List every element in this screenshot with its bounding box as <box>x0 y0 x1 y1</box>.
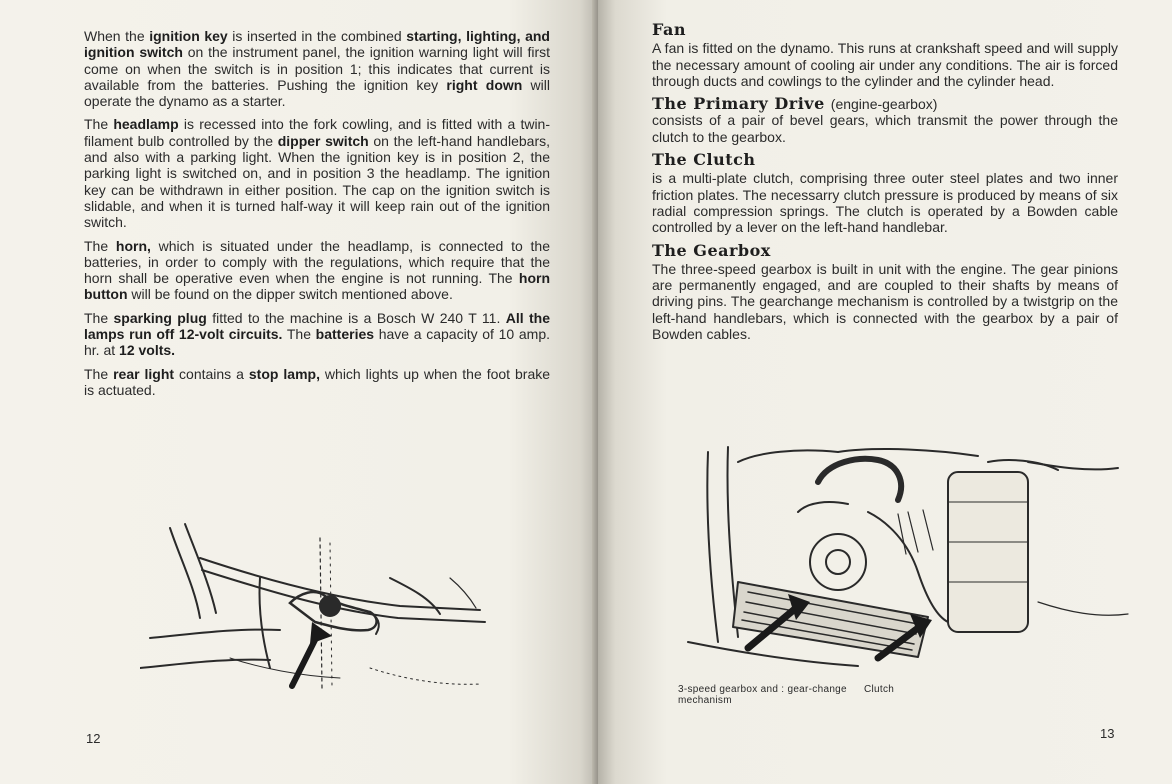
ignition-paragraph: When the ignition key is inserted in the combined starting, lighting, and ignition switch on the instrument panel, the ignition warning light will first come on when the switch is in position 1; this indicates that current is available from the batteries. Pushing the ignition key right down will operate the dynamo as a starter. <box>84 28 550 110</box>
sparking-plug-paragraph: The sparking plug fitted to the machine is a Bosch W 240 T 11. All the lamps run off 12-volt circuits. The batteries have a capacity of 10 amp. hr. at 12 volts. <box>84 309 550 359</box>
right-page-text <box>652 22 1118 349</box>
fan-heading: Fan <box>652 20 686 39</box>
primary-drive-heading-row <box>652 96 1118 112</box>
primary-drive-paragraph: consists of a pair of bevel gears, which transmit the power through the clutch to the gearbox. <box>652 112 1118 145</box>
primary-drive-subheading: (engine-gearbox) <box>830 96 938 113</box>
figure-caption-clutch: Clutch <box>864 684 895 695</box>
horn-paragraph: The horn, which is situated under the headlamp, is connected to the batteries, in order to comply with the regulations, which require that the horn shall be operative even when the engine is not running. The horn button will be found on the dipper switch mentioned above. <box>84 237 550 303</box>
arrow-icon <box>292 622 332 686</box>
rear-light-paragraph: The rear light contains a stop lamp, which lights up when the foot brake is actuated. <box>84 365 551 398</box>
clutch-paragraph: is a multi-plate clutch, comprising three outer steel plates and two inner friction plates. The necessarry clutch pressure is produced by means of six radial compression springs. The clutch is operated by a Bowden cable controlled by a lever on the left-hand handlebar. <box>652 170 1118 236</box>
fan-paragraph: A fan is fitted on the dynamo. This runs at crankshaft speed and will supply the necessary amount of cooling air under any conditions. The air is forced through ducts and cowlings to the cylinder and the cylinder head. <box>652 40 1118 89</box>
figure-caption-gearbox: 3-speed gearbox and : gear-change mechanism <box>678 684 847 706</box>
page-number-right: 13 <box>1100 726 1115 741</box>
clutch-heading: The Clutch <box>652 150 756 170</box>
primary-drive-heading: The Primary Drive <box>652 94 825 114</box>
gearbox-heading: The Gearbox <box>652 240 771 260</box>
left-page-text <box>84 28 550 405</box>
headlamp-paragraph: The headlamp is recessed into the fork cowling, and is fitted with a twin-filament bulb controlled by the dipper switch on the left-hand handlebars, and also with a parking light. When the ignition key is in position 2, the parking light is switched on, and in position 3 the headlamp. The ignition key can be withdrawn in either position. The cap on the ignition switch is slidable, and when it is turned half-way it will keep rain out of the ignition switch. <box>84 116 550 231</box>
gearbox-illustration <box>678 442 1138 672</box>
page-number-left: 12 <box>86 731 101 746</box>
gearbox-paragraph: The three-speed gearbox is built in unit with the engine. The gear pinions are permanently engaged, and are coupled to their shafts by means of driving pins. The gearchange mechanism is controlled by a twistgrip on the left-hand handlebars, which is connected with the gearbox by a pair of Bowden cables. <box>652 260 1118 343</box>
right-page <box>598 0 1172 784</box>
ignition-switch-illustration <box>140 518 520 698</box>
